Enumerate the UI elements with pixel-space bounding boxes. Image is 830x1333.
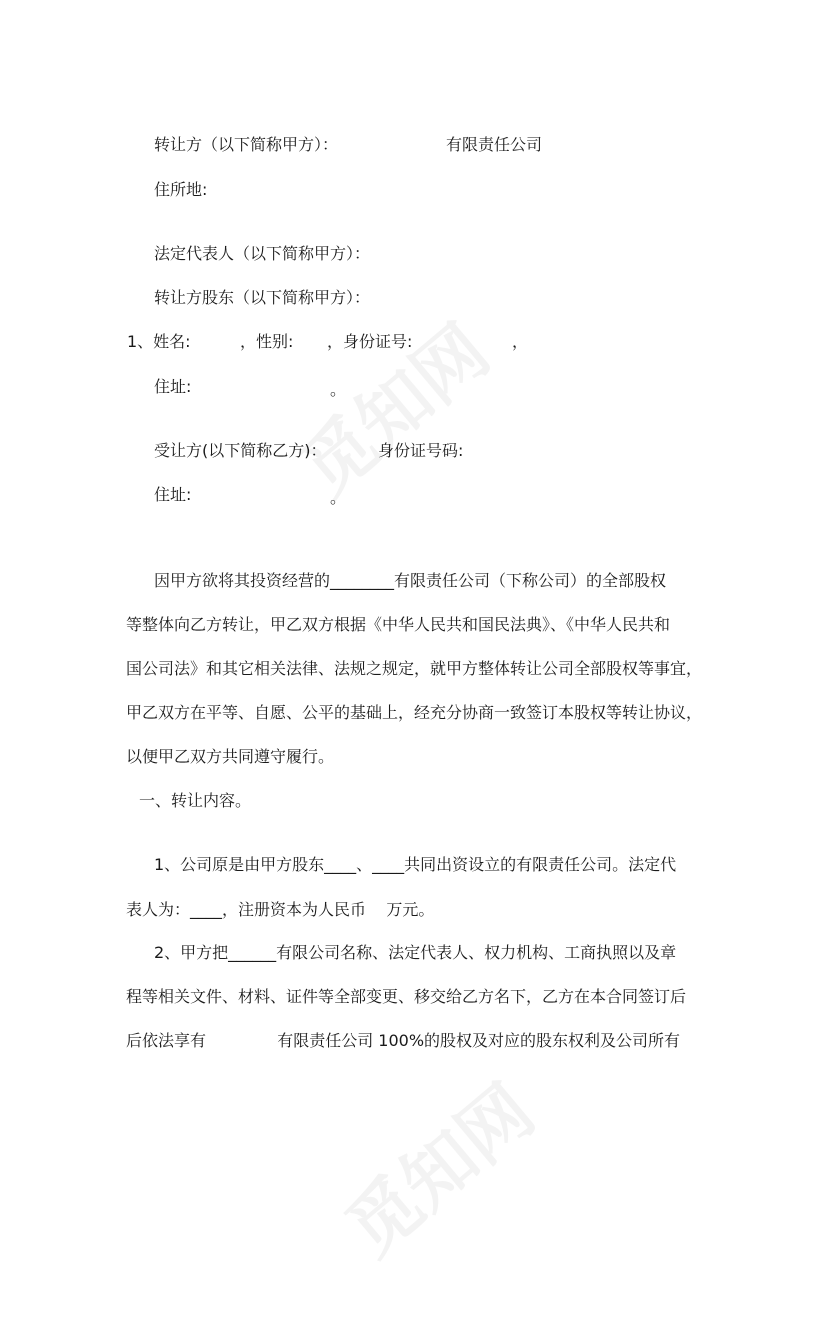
transferor-company: 有限责任公司	[446, 135, 543, 154]
transferor-label: 转让方（以下简称甲方）：	[154, 135, 339, 154]
watermark-bottom	[279, 1007, 602, 1332]
transferee-address-end: 。	[330, 488, 347, 507]
clause-2-line: 后依法享有 有限责任公司 100%的股权及对应的股东权利及公司所有	[126, 1031, 681, 1050]
clause-2-line: 程等相关文件、材料、证件等全部变更、移交给乙方名下，乙方在本合同签订后	[126, 987, 687, 1006]
address-label: 住所地:	[154, 180, 208, 199]
transferee-address-label: 住址:	[154, 485, 192, 504]
shareholder-id-label: ，身份证号:	[327, 332, 413, 351]
clause-1-line: 1、公司原是由甲方股东____、____共同出资设立的有限责任公司。法定代	[154, 855, 677, 874]
preamble-line: 因甲方欲将其投资经营的________有限责任公司（下称公司）的全部股权	[154, 571, 667, 590]
shareholder-gender-label: ，性别:	[240, 332, 294, 351]
shareholder-name-label: 1、姓名:	[127, 332, 191, 351]
transferee-label: 受让方(以下简称乙方)：	[154, 441, 327, 460]
clause-1-line: 表人为：____，注册资本为人民币 万元。	[126, 900, 435, 919]
transferee-id-label: 身份证号码:	[378, 441, 464, 460]
shareholder-address-label: 住址:	[154, 377, 192, 396]
legal-rep-label: 法定代表人（以下简称甲方）：	[154, 244, 371, 263]
preamble-line: 等整体向乙方转让，甲乙双方根据《中华人民共和国民法典》、《中华人民共和	[126, 615, 671, 634]
shareholder-id-end: ，	[512, 332, 529, 351]
preamble-line: 甲乙双方在平等、自愿、公平的基础上，经充分协商一致签订本股权等转让协议，	[126, 703, 703, 722]
clause-2-line: 2、甲方把______有限公司名称、法定代表人、权力机构、工商执照以及章	[154, 943, 677, 962]
shareholder-address-end: 。	[330, 380, 347, 399]
shareholder-label: 转让方股东（以下简称甲方）：	[154, 288, 371, 307]
preamble-line: 国公司法》和其它相关法律、法规之规定，就甲方整体转让公司全部股权等事宜，	[126, 659, 703, 678]
preamble-line: 以便甲乙双方共同遵守履行。	[126, 747, 335, 766]
section-1-title: 一、转让内容。	[139, 791, 252, 810]
